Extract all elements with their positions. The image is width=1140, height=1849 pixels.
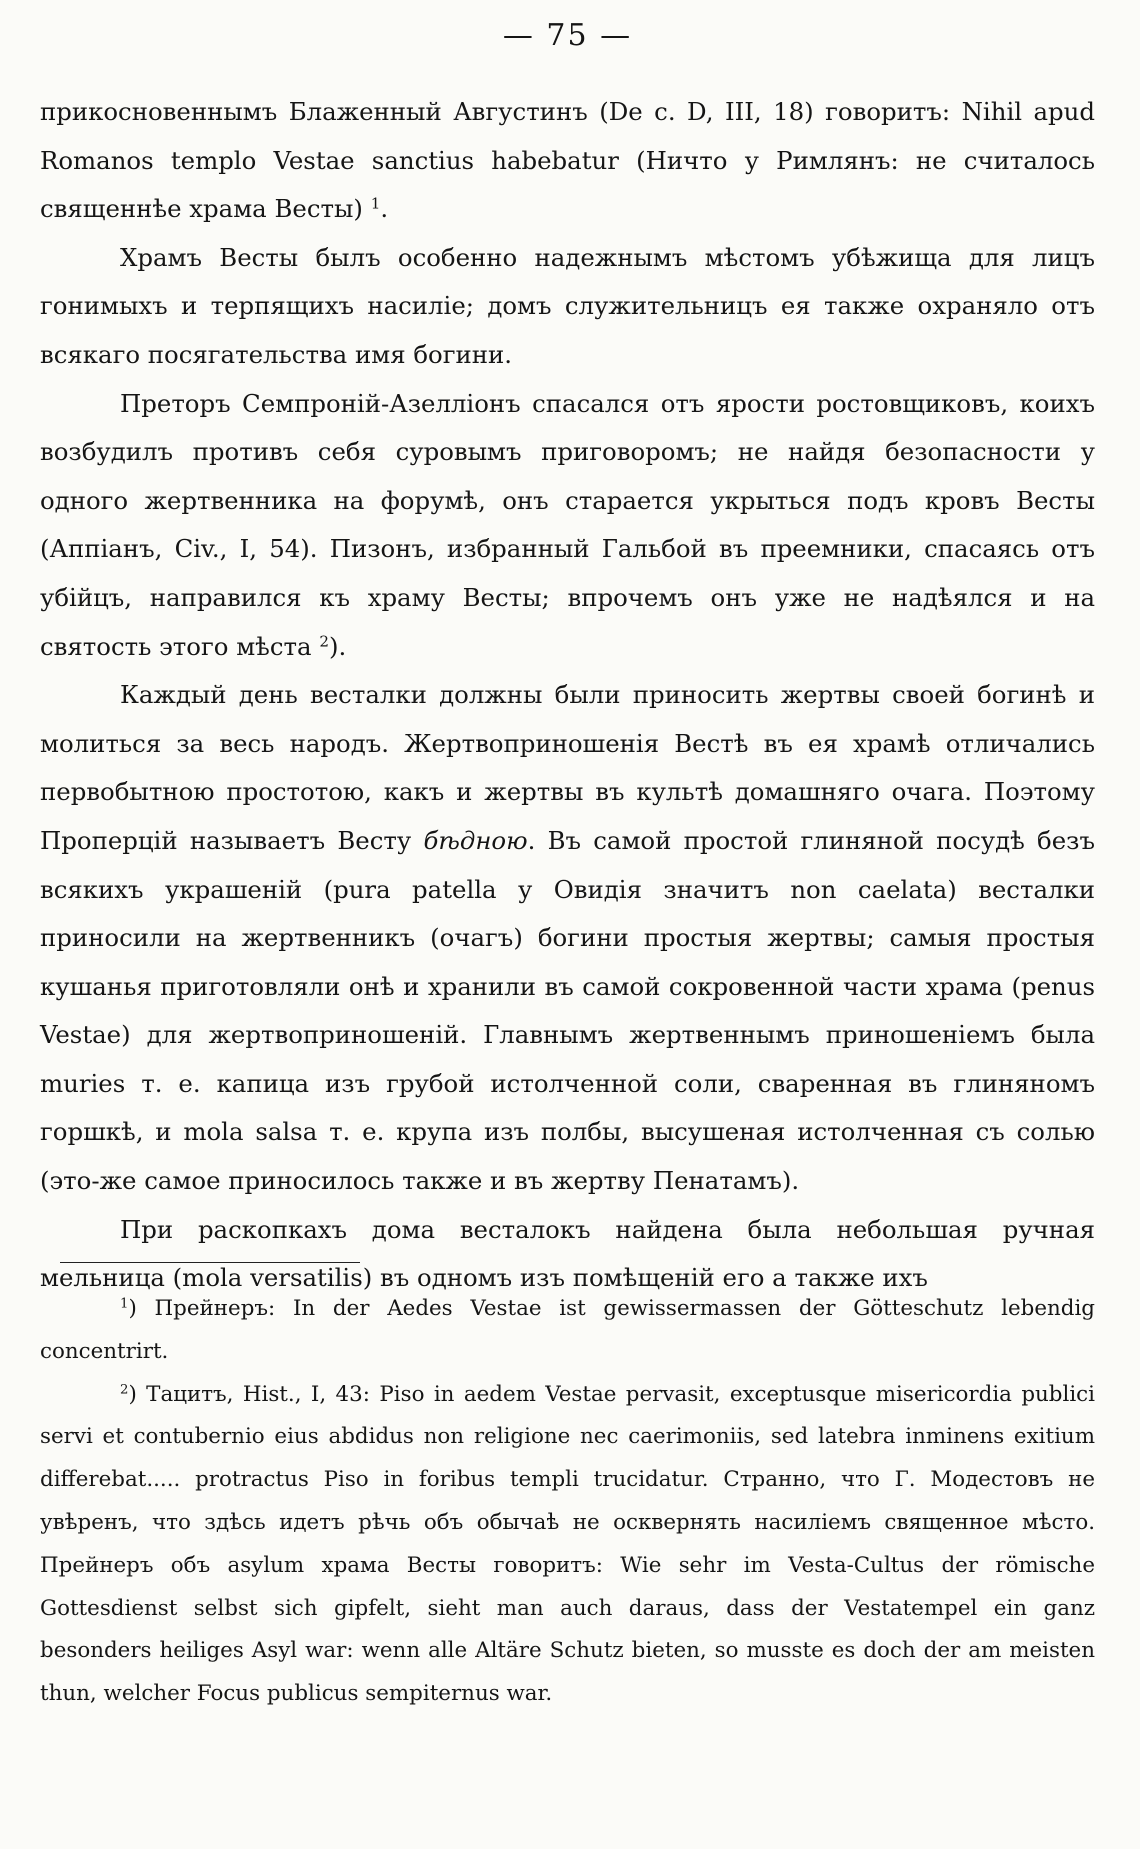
footnote-1 (40, 1288, 1095, 1374)
footnote-1-text: ) Прейнеръ: In der Aedes Vestae ist gewissermassen der Götteschutz lebendig concentrirt. (40, 1296, 1095, 1364)
paragraph-4-emphasis: бѣдною (423, 825, 528, 855)
paragraph-3-text: Преторъ Семпроній-Азелліонъ спасался отъ ярости ростовщиковъ, коихъ возбудилъ противъ себя суровымъ приговоромъ; не найдя безопасности у одного жертвенника на форумѣ, онъ старается укрыться подъ кровъ Весты (Аппіанъ, Civ., I, 54). Пизонъ, избранный Гальбой въ преемники, спасаясь отъ убійцъ, направился къ храму Весты; впрочемъ онъ уже не надѣялся и на святость этого мѣста (40, 388, 1095, 661)
footnote-2 (40, 1374, 1095, 1716)
paragraph-3-end: ). (328, 631, 347, 661)
paragraph-4-text-b: . Въ самой простой глиняной посудѣ безъ всякихъ украшеній (pura patella у Овидія значитъ non caelata) весталки приносили на жертвенникъ (очагъ) богини простыя жертвы; самыя простыя кушанья приготовляли онѣ и хранили въ самой сокровенной части храма (penus Vestae) для жертвоприношеній. Главнымъ жертвеннымъ приношеніемъ была muries т. е. капица изъ грубой истолченной соли, сваренная въ глиняномъ горшкѣ, и mola salsa т. е. крупа изъ полбы, высушеная истолченная съ солью (это-же самое приносилось также и въ жертву Пенатамъ). (40, 825, 1095, 1196)
footnote-2-marker: 2 (120, 1382, 129, 1398)
paragraph-4-text-a: Каждый день весталки должны были приносить жертвы своей богинѣ и молиться за весь народъ. Жертвоприношенія Вестѣ въ ея храмѣ отличались первобытною простотою, какъ и жертвы въ культѣ домашняго очага. Поэтому Проперцій называетъ Весту (40, 680, 1095, 855)
page-number: — 75 — (502, 18, 633, 53)
footnote-2-text: ) Тацитъ, Hist., I, 43: Piso in aedem Vestae pervasit, exceptusque misericordia publici servi et contubernio eius abdidus non religione nec caerimoniis, sed latebra inminens exitium differebat..... protractus Piso in foribus templi trucidatur. Странно, что Г. Модестовъ не увѣренъ, что здѣсь идетъ рѣчь объ обычаѣ не осквернять насиліемъ священное мѣсто. Прейнеръ объ asylum храма Весты говоритъ: Wie sehr im Vesta-Cultus der römische Gottesdienst selbst sich gipfelt, sieht man auch daraus, dass der Vestatempel ein ganz besonders heiliges Asyl war: wenn alle Altäre Schutz bieten, so musste es doch der am meisten thun, welcher Focus publicus sempiternus war. (40, 1381, 1095, 1707)
paragraph-1 (40, 88, 1095, 234)
main-text (40, 88, 1095, 1303)
paragraph-1-end: . (380, 194, 389, 224)
paragraph-4 (40, 671, 1095, 1206)
footnote-1-marker: 1 (120, 1296, 129, 1312)
footnote-ref-1: 1 (370, 194, 381, 213)
footnotes (40, 1288, 1095, 1716)
paragraph-2: Храмъ Весты былъ особенно надежнымъ мѣстомъ убѣжища для лицъ гонимыхъ и терпящихъ насиліе; домъ служительницъ ея также охраняло отъ всякаго посягательства имя богини. (40, 242, 1095, 369)
footnote-divider (60, 1262, 360, 1263)
footnote-ref-2: 2 (319, 632, 329, 651)
paragraph-5: При раскопкахъ дома весталокъ найдена была небольшая ручная мельница (mola versatilis) въ одномъ изъ помѣщеній его а также ихъ (40, 1214, 1095, 1293)
paragraph-3 (40, 380, 1095, 672)
paragraph-1-text: прикосновеннымъ Блаженный Августинъ (De c. D, III, 18) говоритъ: Nihil apud Romanos templo Vestae sanctius habebatur (Ничто у Римлянъ: не считалось священнѣе храма Весты) (40, 97, 1095, 224)
